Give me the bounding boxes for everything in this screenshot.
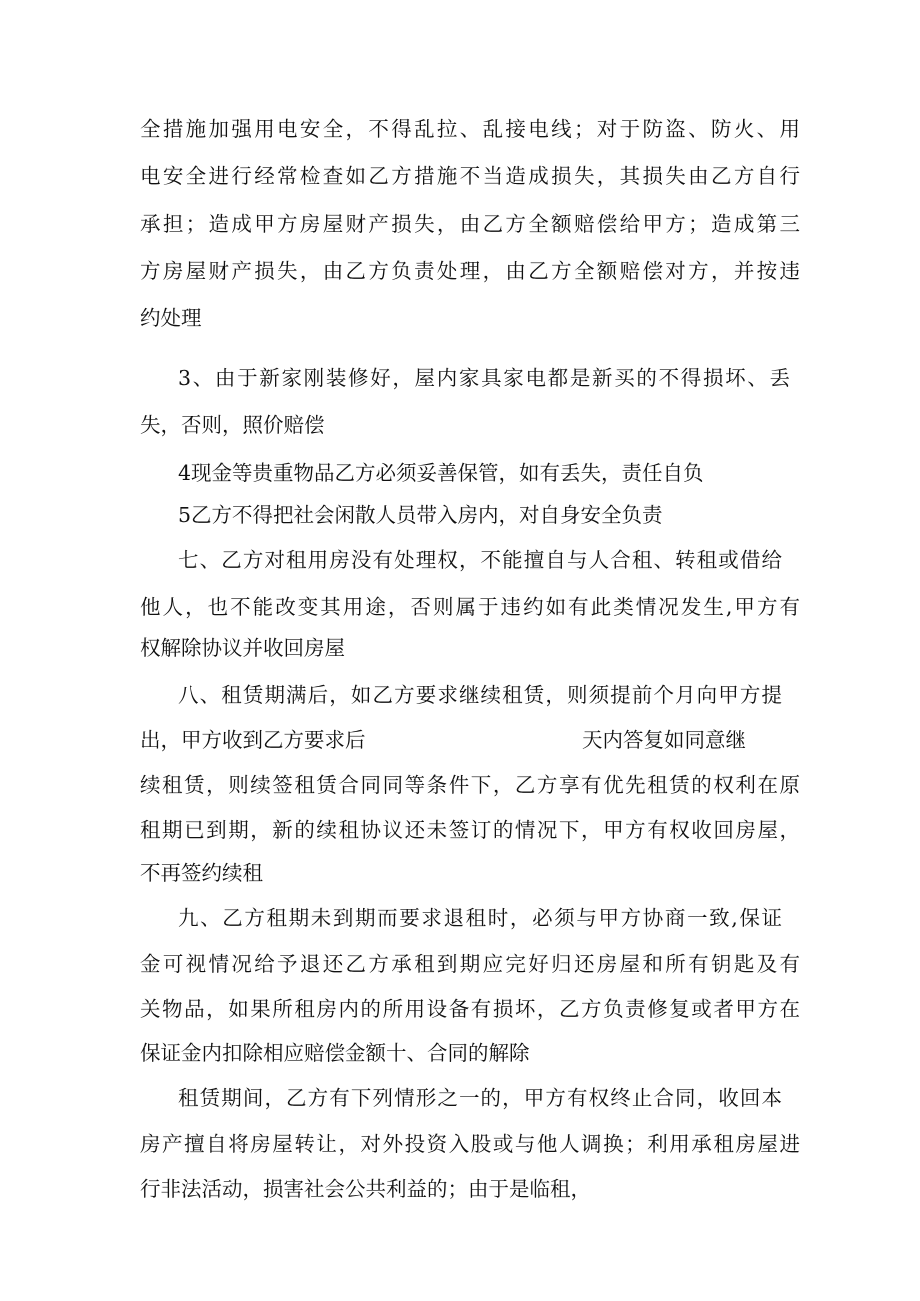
text-line: 金可视情况给予退还乙方承租到期应完好归还房屋和所有钥匙及有 (140, 952, 800, 976)
text-line: 方房屋财产损失，由乙方负责处理，由乙方全额赔偿对方，并按违 (140, 259, 800, 283)
text-line: 承担；造成甲方房屋财产损失，由乙方全额赔偿给甲方；造成第三 (140, 212, 800, 236)
text-line: 电安全进行经常检查如乙方措施不当造成损失，其损失由乙方自行 (140, 164, 800, 188)
section-7-line: 七、乙方对租用房没有处理权，不能擅自与人合租、转租或借给 (178, 548, 782, 572)
text-line: 约处理 (140, 306, 202, 330)
text-line: 关物品，如果所租房内的所用设备有损坏，乙方负责修复或者甲方在 (140, 997, 800, 1021)
section-10-line: 租赁期间，乙方有下列情形之一的，甲方有权终止合同，收回本 (178, 1086, 782, 1110)
text-line: 出，甲方收到乙方要求后 (140, 728, 366, 752)
text-line: 房产擅自将房屋转让，对外投资入股或与他人调换；利用承租房屋进 (140, 1132, 800, 1156)
text-line: 续租赁，则续签租赁合同同等条件下，乙方享有优先租赁的权利在原 (140, 773, 800, 797)
section-8-line: 八、租赁期满后，如乙方要求继续租赁，则须提前个月向甲方提 (178, 683, 782, 707)
clause-5-line: 5乙方不得把社会闲散人员带入房内，对自身安全负责 (178, 503, 663, 527)
text-line: 天内答复如同意继 (582, 728, 746, 752)
text-line: 不再签约续租 (140, 861, 263, 885)
section-9-line: 九、乙方租期未到期而要求退租时，必须与甲方协商一致,保证 (178, 906, 782, 930)
clause-4-line: 4现金等贵重物品乙方必须妥善保管，如有丢失，责任自负 (178, 461, 704, 485)
text-line: 他人，也不能改变其用途，否则属于违约如有此类情况发生,甲方有 (140, 595, 800, 619)
text-line: 全措施加强用电安全，不得乱拉、乱接电线；对于防盗、防火、用 (140, 117, 800, 141)
text-line: 行非法活动，损害社会公共利益的；由于是临租， (140, 1177, 591, 1201)
clause-3-line: 3、由于新家刚装修好，屋内家具家电都是新买的不得损坏、丢 (178, 366, 790, 390)
text-line: 租期已到期，新的续租协议还未签订的情况下，甲方有权收回房屋， (140, 818, 800, 842)
text-line: 保证金内扣除相应赔偿金额十、合同的解除 (140, 1041, 530, 1065)
text-line: 失，否则，照价赔偿 (140, 413, 325, 437)
text-line: 权解除协议并收回房屋 (140, 636, 345, 660)
